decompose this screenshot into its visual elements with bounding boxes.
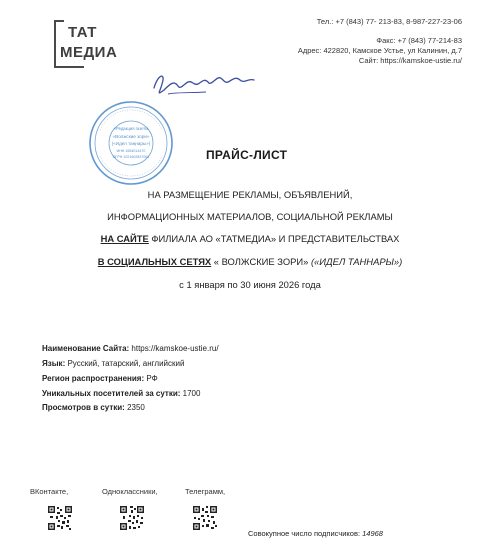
info-site-value: https://kamskoe-ustie.ru/ (129, 344, 219, 353)
info-views-label: Просмотров в сутки: (42, 403, 125, 412)
logo-line-2: МЕДИА (60, 44, 118, 61)
heading-line-3-underlined: НА САЙТЕ (100, 233, 149, 244)
info-region-label: Регион распространения: (42, 374, 145, 383)
heading-line-2: ИНФОРМАЦИОННЫХ МАТЕРИАЛОВ, СОЦИАЛЬНОЙ РЕКЛАМЫ (107, 211, 393, 222)
subscribers-value: 14968 (360, 529, 383, 538)
stamp-top-text: «Редакция газеты (113, 126, 149, 131)
validity-period: с 1 января по 30 июня 2026 года (179, 279, 321, 290)
stamp-ogrn: ОГРН 1021602837061 (112, 155, 150, 159)
contact-phone: Тел.: +7 (843) 77- 213-83, 8-987-227-23-06 (316, 17, 462, 26)
subscribers-total (248, 529, 383, 538)
info-region (42, 374, 158, 383)
heading-line-4-italic: («ИДЕЛ ТАННАРЫ») (310, 256, 403, 267)
tatmedia-logo (54, 20, 118, 72)
heading-line-4-underlined: В СОЦИАЛЬНЫХ СЕТЯХ (97, 256, 212, 267)
stamp-mid-text-2: («Идел таңнары») (111, 141, 151, 146)
heading-line-4-mid: « ВОЛЖСКИЕ ЗОРИ» (211, 256, 311, 267)
social-label-ok: Одноклассники, (102, 487, 158, 496)
document-title: ПРАЙС-ЛИСТ (206, 148, 288, 162)
contact-fax: Факс: +7 (843) 77-214-83 (376, 36, 462, 45)
info-unique-label: Уникальных посетителей за сутки: (42, 389, 181, 398)
social-label-vk: ВКонтакте, (30, 487, 69, 496)
info-unique-value: 1700 (180, 389, 201, 398)
info-unique-visitors (42, 389, 200, 398)
stamp-inn: ИНН 1654014470 (116, 149, 146, 153)
contact-address: Адрес: 422820, Камское Устье, ул Калинин, д.7 (297, 46, 462, 55)
subscribers-label: Совокупное число подписчиков: (248, 529, 361, 538)
stamp-mid-text-1: «Волжские зори» (112, 134, 150, 139)
social-label-telegram: Телеграмм, (185, 487, 226, 496)
info-site-label: Наименование Сайта: (42, 344, 130, 353)
heading-line-3-rest: ФИЛИАЛА АО «ТАТМЕДИА» И ПРЕДСТАВИТЕЛЬСТВАХ (148, 233, 400, 244)
official-stamp (88, 100, 174, 186)
heading-line-4 (0, 256, 500, 267)
contact-site: Сайт: https://kamskoe-ustie.ru/ (358, 56, 462, 65)
qr-code-vk[interactable] (47, 505, 73, 531)
heading-line-1: НА РАЗМЕЩЕНИЕ РЕКЛАМЫ, ОБЪЯВЛЕНИЙ, (147, 189, 353, 200)
qr-code-ok[interactable] (119, 505, 145, 531)
heading-line-3 (0, 233, 500, 244)
info-language-label: Язык: (42, 359, 66, 368)
info-language (42, 359, 184, 368)
info-region-value: РФ (144, 374, 158, 383)
logo-line-1: ТАТ (68, 24, 97, 41)
info-views-value: 2350 (124, 403, 145, 412)
info-site (42, 344, 219, 353)
info-views (42, 403, 145, 412)
qr-code-telegram[interactable] (192, 505, 218, 531)
info-language-value: Русский, татарский, английский (65, 359, 185, 368)
